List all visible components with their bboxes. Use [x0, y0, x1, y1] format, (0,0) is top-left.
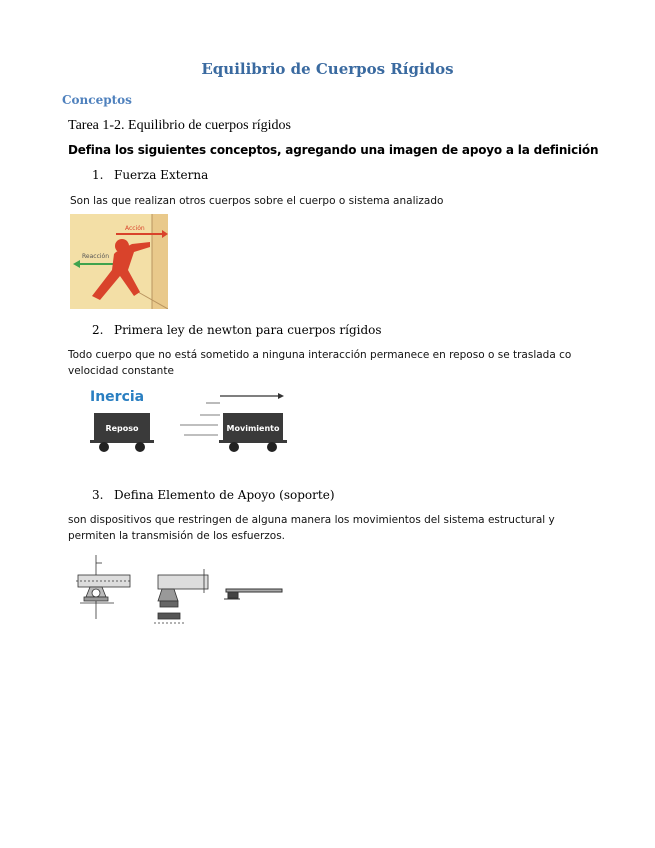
item-1-number: 1. — [92, 168, 104, 182]
motion-lines — [180, 403, 220, 435]
cart-rest — [90, 413, 154, 452]
task-heading: Tarea 1-2. Equilibrio de cuerpos rígidos — [68, 118, 291, 133]
item-3-text-line2: permiten la transmisión de los esfuerzos. — [68, 530, 286, 542]
supports-image — [74, 553, 286, 633]
item-3-heading — [92, 488, 335, 502]
pin-support-icon — [76, 555, 132, 619]
fixed-support-icon — [224, 589, 282, 599]
section-heading: Conceptos — [62, 93, 132, 107]
item-1-text: Son las que realizan otros cuerpos sobre el cuerpo o sistema analizado — [70, 195, 444, 207]
item-3-text — [68, 512, 555, 544]
label-motion: Movimiento — [226, 424, 280, 433]
item-3-number: 3. — [92, 488, 104, 502]
inercia-title: Inercia — [90, 389, 145, 405]
item-3-text-line1: son dispositivos que restringen de alguna manera los movimientos del sistema estructural y — [68, 514, 555, 526]
item-3-title: Defina Elemento de Apoyo (soporte) — [114, 488, 335, 502]
inertia-image — [88, 385, 288, 457]
label-rest: Reposo — [105, 424, 139, 433]
item-2-text — [68, 347, 571, 379]
roller-support-icon — [154, 569, 208, 623]
document-title: Equilibrio de Cuerpos Rígidos — [201, 60, 454, 78]
item-1-heading — [92, 168, 208, 182]
label-reaction: Reacción — [82, 253, 110, 260]
item-2-number: 2. — [92, 323, 104, 337]
item-2-heading — [92, 323, 382, 337]
instruction-text: Defina los siguientes conceptos, agregando una imagen de apoyo a la definición — [68, 143, 599, 157]
item-2-text-line1: Todo cuerpo que no está sometido a ninguna interacción permanece en reposo o se traslada co — [68, 349, 572, 361]
label-action: Acción — [125, 225, 145, 232]
item-2-text-line2: velocidad constante — [68, 365, 174, 377]
external-force-image — [70, 214, 168, 309]
item-2-title: Primera ley de newton para cuerpos rígidos — [114, 323, 382, 337]
cart-moving — [219, 413, 287, 452]
item-1-title: Fuerza Externa — [114, 168, 209, 182]
